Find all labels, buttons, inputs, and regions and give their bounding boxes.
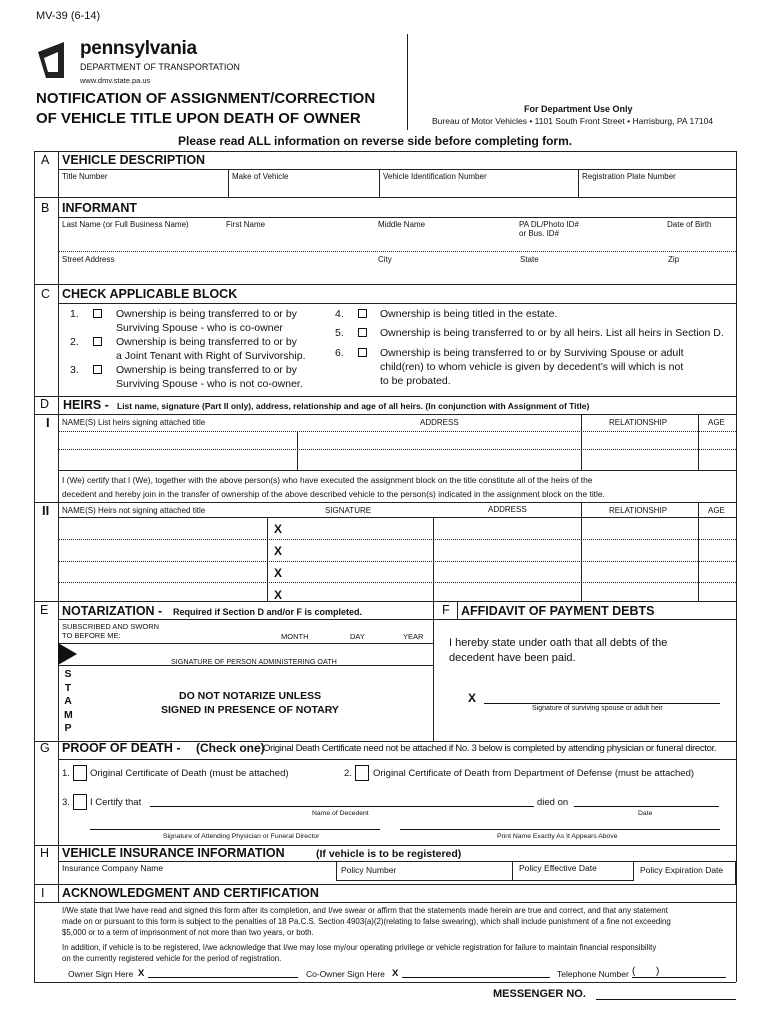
option-5-checkbox[interactable]	[358, 328, 367, 337]
make-field[interactable]	[232, 182, 375, 196]
heirs-relationship-header: RELATIONSHIP	[609, 418, 668, 427]
dept-use-label: For Department Use Only	[524, 104, 633, 114]
section-c-letter: C	[41, 287, 51, 301]
heir-signature-3[interactable]	[271, 564, 431, 581]
option-6-text3: to be probated.	[380, 375, 451, 387]
make-label: Make of Vehicle	[232, 172, 289, 181]
notary-warning1: DO NOT NOTARIZE UNLESS	[179, 690, 322, 702]
pa-dl-label: PA DL/Photo ID#	[519, 220, 579, 229]
first-name-label: First Name	[226, 220, 266, 229]
section-h-title: VEHICLE INSURANCE INFORMATION	[62, 846, 285, 860]
section-a-title: VEHICLE DESCRIPTION	[62, 153, 206, 167]
death-opt1-checkbox[interactable]	[73, 765, 87, 781]
heir-row-2[interactable]	[62, 451, 294, 468]
form-title-line2: OF VEHICLE TITLE UPON DEATH OF OWNER	[36, 110, 361, 127]
option-1-num: 1.	[70, 308, 79, 320]
pennsylvania-keystone-logo	[36, 40, 66, 80]
notary-warning2: SIGNED IN PRESENCE OF NOTARY	[161, 704, 339, 716]
policy-effective-label: Policy Effective Date	[519, 863, 597, 873]
death-opt2-text: Original Certificate of Death from Department of Defense (must be attached)	[373, 768, 695, 779]
middle-name-label: Middle Name	[378, 220, 426, 229]
option-2-num: 2.	[70, 336, 79, 348]
nonsign-name-header: NAME(S) Heirs not signing attached title	[62, 506, 206, 515]
form-title-line1: NOTIFICATION OF ASSIGNMENT/CORRECTION	[36, 90, 376, 107]
owner-signature-field[interactable]	[148, 964, 298, 976]
certify-that-label: I Certify that	[90, 797, 142, 808]
heirs-address-header: ADDRESS	[420, 418, 459, 427]
signature-header: SIGNATURE	[325, 506, 372, 515]
instructions: Please read ALL information on reverse side before completing form.	[178, 134, 573, 148]
option-3-text2: Surviving Spouse - who is not co-owner.	[116, 378, 303, 390]
section-d-subtitle: List name, signature (Part II only), address, relationship and age of all heirs. (In conjunction with Assignment of Title)	[117, 401, 590, 411]
insurance-company-label: Insurance Company Name	[62, 863, 164, 873]
month-label: MONTH	[281, 632, 309, 641]
section-h-letter: H	[40, 846, 50, 860]
nonsign-relationship-header: RELATIONSHIP	[609, 506, 668, 515]
certify-line1: I (We) certify that I (We), together with the above person(s) who have executed the assignment block on the title constitute all of the heirs of the	[62, 475, 593, 485]
section-h-subtitle: (If vehicle is to be registered)	[316, 848, 462, 860]
ack-text-4: In addition, if vehicle is to be registered, I/we acknowledge that I/we may lose my/our operating privilege or vehicle registration for failure to maintain financial responsibility	[62, 943, 657, 952]
heir-row-1[interactable]	[62, 432, 294, 448]
option-3-text: Ownership is being transferred to or by	[116, 364, 297, 376]
option-4-num: 4.	[335, 308, 344, 320]
affidavit-x: X	[468, 691, 477, 705]
day-label: DAY	[350, 632, 365, 641]
death-opt1-text: Original Certificate of Death (must be attached)	[90, 768, 289, 779]
option-6-text: Ownership is being transferred to or by Surviving Spouse or adult	[380, 347, 684, 359]
option-2-checkbox[interactable]	[93, 337, 102, 346]
coowner-sign-label: Co-Owner Sign Here	[306, 969, 385, 979]
heir-signature-2[interactable]	[271, 542, 431, 560]
physician-print-field[interactable]	[400, 816, 720, 828]
death-opt3-checkbox[interactable]	[73, 794, 87, 810]
affidavit-sig-label: Signature of surviving spouse or adult heir	[532, 705, 663, 712]
x-mark-3: X	[274, 566, 283, 580]
vin-field[interactable]	[383, 182, 574, 196]
heir-signature-4[interactable]	[271, 585, 431, 600]
x-mark-1: X	[274, 522, 283, 536]
physician-sig-label: Signature of Attending Physician or Funeral Director	[163, 833, 320, 840]
phone-paren-close: )	[656, 966, 660, 977]
option-3-num: 3.	[70, 364, 79, 376]
option-5-text: Ownership is being transferred to or by all heirs. List all heirs in Section D.	[380, 327, 724, 339]
option-1-checkbox[interactable]	[93, 309, 102, 318]
agency-web: www.dmv.state.pa.us	[80, 76, 151, 85]
owner-x: X	[138, 968, 145, 979]
section-i-title: ACKNOWLEDGMENT AND CERTIFICATION	[62, 886, 319, 900]
decedent-name-label: Name of Decedent	[312, 810, 369, 817]
option-1-text2: Surviving Spouse - who is co-owner	[116, 322, 283, 334]
plate-field[interactable]	[582, 182, 732, 196]
section-g-note: Original Death Certificate need not be attached if No. 3 below is completed by attending physician or funeral director.	[263, 743, 717, 754]
nonsign-age-header: AGE	[708, 506, 725, 515]
title-number-field[interactable]	[62, 182, 224, 196]
section-g-check: (Check one)	[196, 741, 265, 755]
section-b-letter: B	[41, 201, 50, 215]
section-f-title: AFFIDAVIT OF PAYMENT DEBTS	[461, 604, 655, 618]
part-i-label: I	[46, 415, 50, 430]
policy-expiration-label: Policy Expiration Date	[640, 865, 724, 875]
death-date-field[interactable]	[574, 792, 719, 805]
death-opt1-num: 1.	[62, 768, 70, 779]
section-i-letter: I	[41, 886, 45, 900]
option-4-text: Ownership is being titled in the estate.	[380, 308, 558, 320]
messenger-label: MESSENGER NO.	[493, 988, 586, 1000]
dob-label: Date of Birth	[667, 220, 712, 229]
telephone-field[interactable]	[632, 964, 726, 976]
x-mark-4: X	[274, 588, 283, 602]
street-label: Street Address	[62, 255, 115, 264]
last-name-label: Last Name (or Full Business Name)	[62, 220, 189, 229]
section-g-letter: G	[40, 741, 50, 755]
died-on-label: died on	[537, 797, 569, 808]
sworn-line2: TO BEFORE ME:	[62, 631, 121, 640]
option-6-checkbox[interactable]	[358, 348, 367, 357]
coowner-signature-field[interactable]	[402, 964, 550, 976]
ack-text-3: $5,000 or to a term of imprisonment of not more than two years, or both.	[62, 928, 314, 937]
death-opt3-num: 3.	[62, 797, 70, 808]
section-g-title: PROOF OF DEATH -	[62, 741, 181, 755]
ack-text-5: on the currently registered vehicle for the period of registration.	[62, 954, 282, 963]
section-e-title: NOTARIZATION -	[62, 604, 163, 618]
death-opt2-num: 2.	[344, 768, 352, 779]
phone-paren-open: (	[632, 966, 636, 977]
informant-address-field[interactable]	[62, 266, 732, 280]
certify-line2: decedent and hereby join in the transfer of ownership of the above described vehicle to the person(s) indicated in the assignment block on the title.	[62, 489, 605, 499]
section-a-letter: A	[41, 153, 50, 167]
form-id: MV-39 (6-14)	[36, 10, 101, 22]
option-3-checkbox[interactable]	[93, 365, 102, 374]
section-e-subtitle: Required if Section D and/or F is completed.	[173, 607, 363, 617]
section-e-letter: E	[40, 603, 49, 617]
ack-text-2: made on or pursuant to this form is subject to the penalties of 18 Pa.C.S. Section 4903(a)(2)(relating to false swearing), which shall include punishment of a fine not exceeding	[62, 917, 671, 926]
bus-id-label: or Bus. ID#	[519, 229, 560, 238]
option-4-checkbox[interactable]	[358, 309, 367, 318]
policy-number-label: Policy Number	[341, 865, 397, 875]
informant-name-field[interactable]	[62, 238, 732, 250]
zip-label: Zip	[668, 255, 680, 264]
option-2-text: Ownership is being transferred to or by	[116, 336, 297, 348]
x-mark-2: X	[274, 544, 283, 558]
affidavit-text1: I hereby state under oath that all debts of the	[449, 637, 668, 649]
stamp-letters: S T A M P	[64, 668, 73, 734]
ack-text-1: I/We state that I/we have read and signed this form after its completion, and I/we swear or affirm that the statements made herein are true and correct, and that any statement	[62, 906, 668, 915]
vin-label: Vehicle Identification Number	[383, 172, 487, 181]
owner-sign-label: Owner Sign Here	[68, 969, 134, 979]
messenger-number-field[interactable]	[596, 986, 736, 998]
section-f-letter: F	[442, 603, 450, 617]
nonsign-address-header: ADDRESS	[488, 505, 527, 514]
option-1-text: Ownership is being transferred to or by	[116, 308, 297, 320]
date-label: Date	[638, 810, 653, 817]
coowner-x: X	[392, 968, 399, 979]
print-name-label: Print Name Exactly As It Appears Above	[497, 833, 618, 840]
affidavit-text2: decedent have been paid.	[449, 652, 576, 664]
section-d-letter: D	[40, 397, 50, 411]
affidavit-signature-field[interactable]	[484, 688, 720, 702]
city-label: City	[378, 255, 392, 264]
plate-label: Registration Plate Number	[582, 172, 676, 181]
heirs-age-header: AGE	[708, 418, 725, 427]
option-6-num: 6.	[335, 347, 344, 359]
decedent-name-field[interactable]	[150, 792, 534, 805]
sworn-line1: SUBSCRIBED AND SWORN	[62, 622, 160, 631]
section-b-title: INFORMANT	[62, 201, 137, 215]
death-opt2-checkbox[interactable]	[355, 765, 369, 781]
section-c-title: CHECK APPLICABLE BLOCK	[62, 287, 238, 301]
heirs-name-header: NAME(S) List heirs signing attached title	[62, 418, 206, 427]
agency-dept: DEPARTMENT OF TRANSPORTATION	[80, 62, 240, 72]
option-6-text2: child(ren) to whom vehicle is given by decedent’s will which is not	[380, 361, 684, 373]
insurance-company-field[interactable]	[62, 873, 332, 883]
option-5-num: 5.	[335, 327, 344, 339]
notary-signature-field[interactable]	[82, 645, 430, 655]
heir-signature-1[interactable]	[271, 520, 431, 538]
arrow-marker-icon	[58, 643, 78, 665]
year-label: YEAR	[403, 632, 424, 641]
option-2-text2: a Joint Tenant with Right of Survivorship.	[116, 350, 306, 362]
notary-sig-label: SIGNATURE OF PERSON ADMINISTERING OATH	[171, 657, 337, 666]
state-label: State	[520, 255, 539, 264]
dept-address: Bureau of Motor Vehicles • 1101 South Front Street • Harrisburg, PA 17104	[432, 116, 714, 126]
section-d-title: HEIRS -	[63, 398, 109, 412]
physician-signature-field[interactable]	[90, 816, 380, 828]
agency-name: pennsylvania	[80, 38, 197, 59]
telephone-label: Telephone Number	[557, 969, 629, 979]
part-ii-label: II	[42, 503, 50, 518]
title-number-label: Title Number	[62, 172, 108, 181]
